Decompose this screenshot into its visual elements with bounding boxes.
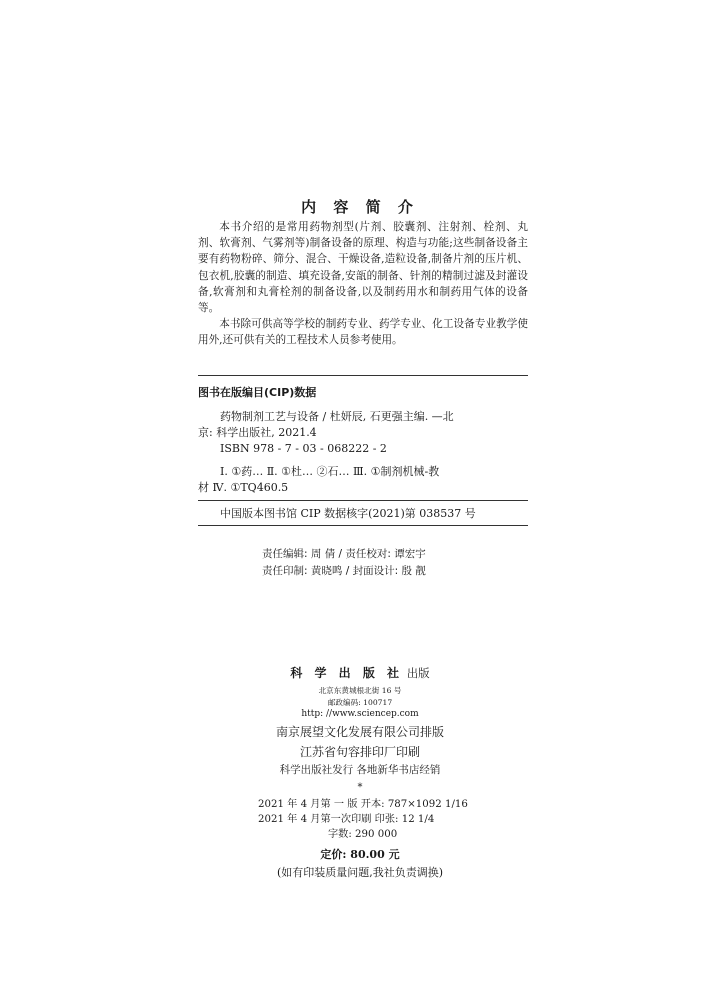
separator-star: * <box>357 782 363 793</box>
publisher-url: http: //www.sciencep.com <box>301 709 419 719</box>
edition-info <box>258 797 468 842</box>
summary-paragraph-1: 本书介绍的是常用药物剂型(片剂、胶囊剂、注射剂、栓剂、丸剂、软膏剂、气雾剂等)制备设备的原理、构造与功能;这些制备设备主要有药物粉碎、筛分、混合、干燥设备,造粒设备,制备片剂的压片机、包衣机,胶囊的制造、填充设备,安瓿的制备、针剂的精制过滤及封灌设备,软膏剂和丸膏栓剂的制备设备,以及制药用水和制药用气体的设备等。 <box>198 221 528 315</box>
printer: 江苏省句容排印厂印刷 <box>299 745 420 759</box>
staff-credits <box>262 546 426 580</box>
edition-row-2: 2021 年 4 月第一次印刷 印张: 12 1/4 <box>258 814 435 825</box>
cip-heading: 图书在版编目(CIP)数据 <box>198 386 317 399</box>
cip-record <box>198 409 528 496</box>
typesetter: 南京展望文化发展有限公司排版 <box>275 725 444 739</box>
cip-middle-rule <box>198 500 528 501</box>
publisher-name: 科 学 出 版 社 <box>290 666 404 680</box>
publisher-address-block <box>0 685 720 709</box>
publisher-postcode: 邮政编码: 100717 <box>327 698 393 707</box>
staff-row-production: 责任印制: 黄晓鸣 / 封面设计: 殷 靓 <box>262 565 426 577</box>
quality-note: (如有印装质量问题,我社负责调换) <box>276 866 444 879</box>
edition-row-1: 2021 年 4 月第 一 版 开本: 787×1092 1/16 <box>258 799 468 810</box>
cip-top-rule <box>198 375 528 376</box>
cip-line-classification-cont: 材 Ⅳ. ①TQ460.5 <box>198 480 289 494</box>
publisher-line <box>0 664 720 681</box>
summary-text <box>198 219 528 349</box>
cip-number: 中国版本图书馆 CIP 数据核字(2021)第 038537 号 <box>220 507 476 520</box>
publisher-suffix: 出版 <box>406 666 430 680</box>
price: 定价: 80.00 元 <box>320 848 400 861</box>
summary-title: 内 容 简 介 <box>301 198 419 216</box>
edition-row-3: 字数: 290 000 <box>328 829 398 840</box>
publisher-address: 北京东黄城根北街 16 号 <box>318 686 402 695</box>
staff-row-editor: 责任编辑: 周 倩 / 责任校对: 谭宏宇 <box>262 548 426 560</box>
summary-paragraph-2: 本书除可供高等学校的制药专业、药学专业、化工设备专业教学使用外,还可供有关的工程技术人员参考使用。 <box>198 318 528 347</box>
distribution: 科学出版社发行 各地新华书店经销 <box>279 764 441 776</box>
cip-line-title: 药物制剂工艺与设备 / 杜妍辰, 石更强主编. —北 <box>220 410 454 423</box>
cip-line-publisher: 京: 科学出版社, 2021.4 <box>198 426 317 440</box>
cip-line-isbn: ISBN 978 - 7 - 03 - 068222 - 2 <box>220 442 387 456</box>
cip-line-classification: Ⅰ. ①药… Ⅱ. ①杜… ②石… Ⅲ. ①制剂机械-教 <box>220 464 440 478</box>
cip-bottom-rule <box>198 525 528 526</box>
